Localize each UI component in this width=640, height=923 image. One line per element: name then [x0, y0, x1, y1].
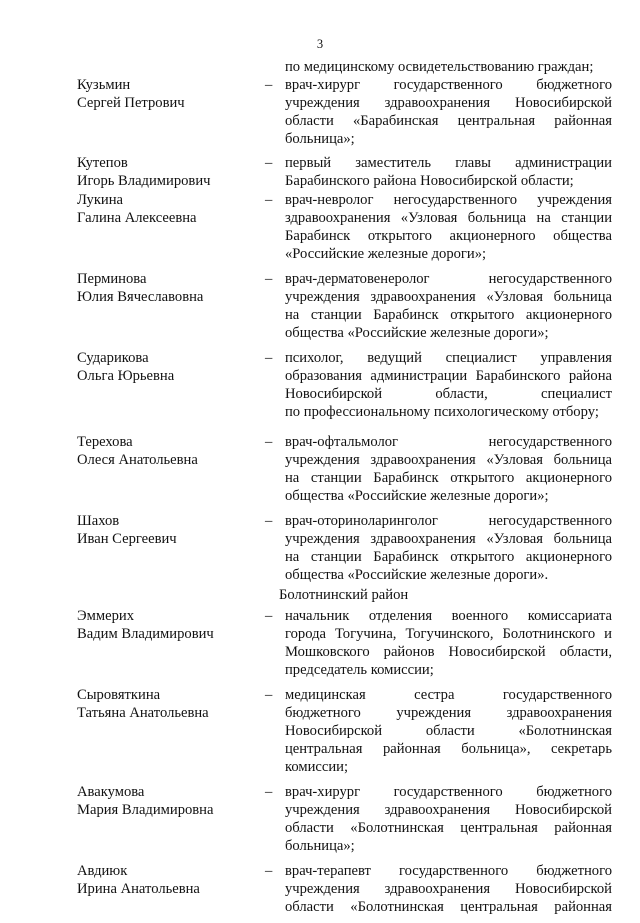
- position-line: Барабинск открытого акционерного общества: [285, 228, 612, 244]
- position-line: Новосибирской области «Болотнинская: [285, 723, 612, 739]
- position-line: врач-дерматовенеролог негосударственного: [285, 271, 612, 287]
- member-given-names: Ирина Анатольевна: [77, 881, 200, 897]
- dash-separator: –: [265, 863, 273, 879]
- member-given-names: Мария Владимировна: [77, 802, 214, 818]
- member-position: [285, 349, 612, 421]
- dash-separator: –: [265, 687, 273, 703]
- member-entry: [0, 191, 640, 263]
- member-entry: [0, 512, 640, 584]
- dash-separator: –: [265, 155, 273, 171]
- position-line: на станции Барабинск открытого акционерного: [285, 549, 612, 565]
- position-line: Новосибирской области, специалист: [285, 386, 612, 402]
- member-position: [285, 76, 612, 148]
- member-name: [77, 512, 262, 548]
- section-title: Болотнинский район: [279, 587, 409, 603]
- member-entry: [0, 154, 640, 190]
- member-name: [77, 191, 262, 227]
- member-name: [77, 783, 262, 819]
- position-line: начальник отделения военного комиссариата: [285, 608, 612, 624]
- position-line: психолог, ведущий специалист управления: [285, 350, 612, 366]
- position-line: врач-хирург государственного бюджетного: [285, 77, 612, 93]
- member-surname: Авакумова: [77, 784, 145, 800]
- position-line: Барабинского района Новосибирской области;: [285, 173, 574, 189]
- member-position: [285, 154, 612, 190]
- position-line: на станции Барабинск открытого акционерного: [285, 470, 612, 486]
- member-entry: [0, 862, 640, 916]
- member-given-names: Олеся Анатольевна: [77, 452, 198, 468]
- intro-text: [285, 58, 612, 76]
- member-name: [77, 433, 262, 469]
- member-position: [285, 607, 612, 679]
- member-given-names: Вадим Владимирович: [77, 626, 214, 642]
- position-line: председатель комиссии;: [285, 662, 434, 678]
- position-line: центральная районная больница», секретарь: [285, 741, 612, 757]
- member-name: [77, 686, 262, 722]
- position-line: общества «Российские железные дороги».: [285, 567, 549, 583]
- member-surname: Перминова: [77, 271, 147, 287]
- position-line: Мошковского районов Новосибирской области,: [285, 644, 612, 660]
- member-name: [77, 270, 262, 306]
- position-line: учреждения здравоохранения «Узловая больница: [285, 289, 612, 305]
- document-body: [0, 58, 640, 923]
- member-entry: [0, 270, 640, 342]
- position-line: здравоохранения «Узловая больница на станции: [285, 210, 612, 226]
- member-name: [77, 607, 262, 643]
- member-surname: Кузьмин: [77, 77, 131, 93]
- position-line: больница»;: [285, 838, 355, 854]
- dash-separator: –: [265, 77, 273, 93]
- member-name: [77, 76, 262, 112]
- dash-separator: –: [265, 434, 273, 450]
- member-name: [77, 862, 262, 898]
- member-surname: Авдиюк: [77, 863, 128, 879]
- member-given-names: Татьяна Анатольевна: [77, 705, 209, 721]
- position-line: области «Болотнинская центральная районная: [285, 899, 612, 915]
- position-line: учреждения здравоохранения Новосибирской: [285, 881, 612, 897]
- member-given-names: Игорь Владимирович: [77, 173, 211, 189]
- position-line: учреждения здравоохранения «Узловая больница: [285, 531, 612, 547]
- member-surname: Лукина: [77, 192, 124, 208]
- position-line: города Тогучина, Тогучинского, Болотнинского и: [285, 626, 612, 642]
- member-given-names: Ольга Юрьевна: [77, 368, 175, 384]
- member-given-names: Галина Алексеевна: [77, 210, 197, 226]
- position-line: по профессиональному психологическому отбору;: [285, 404, 599, 420]
- member-surname: Шахов: [77, 513, 120, 529]
- position-line: комиссии;: [285, 759, 349, 775]
- member-position: [285, 270, 612, 342]
- position-line: общества «Российские железные дороги»;: [285, 325, 549, 341]
- position-line: учреждения здравоохранения Новосибирской: [285, 95, 612, 111]
- position-line: врач-оториноларинголог негосударственного: [285, 513, 612, 529]
- member-surname: Сударикова: [77, 350, 149, 366]
- members-list-bolotninsky: [0, 607, 640, 916]
- dash-separator: –: [265, 608, 273, 624]
- members-list-barabinsk: [0, 76, 640, 584]
- member-entry: [0, 433, 640, 505]
- intro-line: по медицинскому освидетельствованию граждан;: [285, 59, 594, 75]
- intro-row: [0, 58, 640, 76]
- position-line: учреждения здравоохранения Новосибирской: [285, 802, 612, 818]
- position-line: области «Барабинская центральная районная: [285, 113, 612, 129]
- member-given-names: Юлия Вячеславовна: [77, 289, 204, 305]
- dash-separator: –: [265, 192, 273, 208]
- dash-separator: –: [265, 513, 273, 529]
- position-line: врач-невролог негосударственного учреждения: [285, 192, 612, 208]
- member-position: [285, 433, 612, 505]
- dash-separator: –: [265, 784, 273, 800]
- position-line: «Российские железные дороги»;: [285, 246, 487, 262]
- member-entry: [0, 686, 640, 776]
- member-given-names: Сергей Петрович: [77, 95, 185, 111]
- page-number: 3: [316, 37, 324, 51]
- position-line: больница»;: [285, 131, 355, 147]
- member-surname: Терехова: [77, 434, 133, 450]
- member-surname: Эммерих: [77, 608, 134, 624]
- member-entry: [0, 607, 640, 679]
- position-line: врач-офтальмолог негосударственного: [285, 434, 612, 450]
- position-line: врач-терапевт государственного бюджетного: [285, 863, 612, 879]
- member-name: [77, 154, 262, 190]
- position-line: общества «Российские железные дороги»;: [285, 488, 549, 504]
- position-line: образования администрации Барабинского района: [285, 368, 612, 384]
- position-line: области «Болотнинская центральная районная: [285, 820, 612, 836]
- position-line: бюджетного учреждения здравоохранения: [285, 705, 612, 721]
- position-line: медицинская сестра государственного: [285, 687, 612, 703]
- dash-separator: –: [265, 350, 273, 366]
- member-position: [285, 191, 612, 263]
- position-line: учреждения здравоохранения «Узловая больница: [285, 452, 612, 468]
- dash-separator: –: [265, 271, 273, 287]
- position-line: врач-хирург государственного бюджетного: [285, 784, 612, 800]
- member-name: [77, 349, 262, 385]
- member-entry: [0, 76, 640, 148]
- position-line: на станции Барабинск открытого акционерного: [285, 307, 612, 323]
- member-surname: Сыровяткина: [77, 687, 161, 703]
- member-given-names: Иван Сергеевич: [77, 531, 177, 547]
- member-surname: Кутепов: [77, 155, 128, 171]
- member-entry: [0, 349, 640, 421]
- member-position: [285, 862, 612, 916]
- position-line: первый заместитель главы администрации: [285, 155, 612, 171]
- member-position: [285, 512, 612, 584]
- member-position: [285, 686, 612, 776]
- member-entry: [0, 783, 640, 855]
- member-position: [285, 783, 612, 855]
